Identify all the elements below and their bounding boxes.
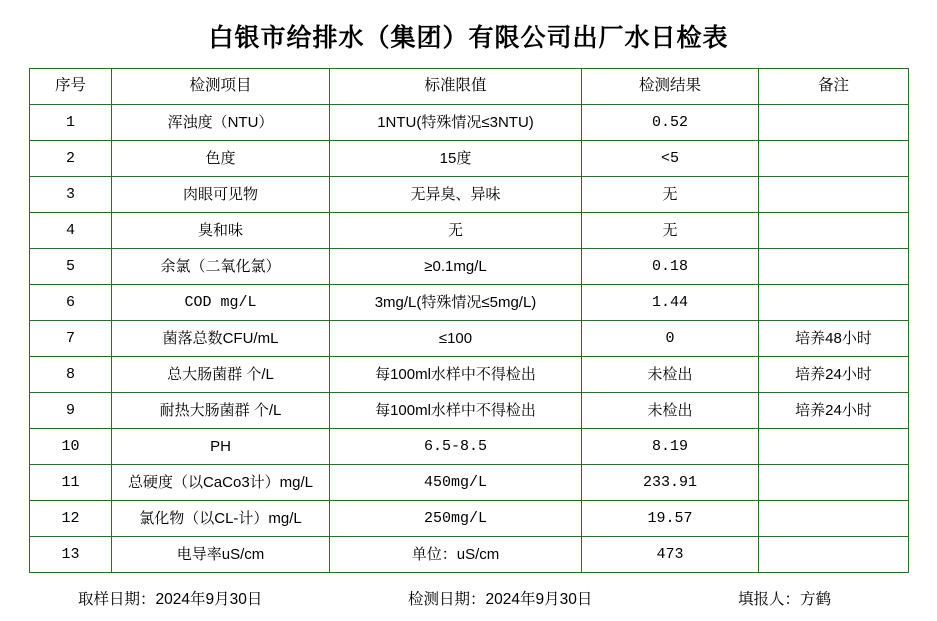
cell-no: 12 — [30, 501, 112, 537]
footer-info — [0, 587, 937, 609]
cell-remark: 培养24小时 — [759, 393, 909, 429]
cell-remark — [759, 285, 909, 321]
table-row — [30, 465, 909, 501]
cell-limit: 450mg/L — [330, 465, 582, 501]
cell-remark — [759, 141, 909, 177]
table-row — [30, 393, 909, 429]
cell-item: 耐热大肠菌群 个/L — [112, 393, 330, 429]
cell-item: 臭和味 — [112, 213, 330, 249]
cell-remark — [759, 429, 909, 465]
table-row — [30, 213, 909, 249]
cell-result: 0.52 — [582, 105, 759, 141]
cell-limit: 6.5-8.5 — [330, 429, 582, 465]
cell-limit: ≤100 — [330, 321, 582, 357]
cell-remark — [759, 249, 909, 285]
cell-limit: 无 — [330, 213, 582, 249]
cell-limit: 15度 — [330, 141, 582, 177]
cell-no: 13 — [30, 537, 112, 573]
page-title: 白银市给排水（集团）有限公司出厂水日检表 — [208, 24, 729, 52]
cell-remark — [759, 213, 909, 249]
cell-no: 3 — [30, 177, 112, 213]
cell-item: 余氯（二氧化氯） — [112, 249, 330, 285]
cell-item: 总硬度（以CaCo3计）mg/L — [112, 465, 330, 501]
cell-item: 浑浊度（NTU） — [112, 105, 330, 141]
column-header-no: 序号 — [30, 69, 112, 105]
water-quality-table — [29, 68, 909, 573]
table-row — [30, 321, 909, 357]
cell-result: 无 — [582, 213, 759, 249]
cell-remark — [759, 105, 909, 141]
cell-limit: 每100ml水样中不得检出 — [330, 357, 582, 393]
test-date: 检测日期：2024年9月30日 — [408, 591, 593, 608]
table-row — [30, 177, 909, 213]
cell-result: 8.19 — [582, 429, 759, 465]
cell-remark: 培养24小时 — [759, 357, 909, 393]
cell-no: 8 — [30, 357, 112, 393]
table-row — [30, 105, 909, 141]
cell-remark — [759, 537, 909, 573]
table-row — [30, 285, 909, 321]
cell-remark — [759, 501, 909, 537]
cell-no: 5 — [30, 249, 112, 285]
cell-result: 233.91 — [582, 465, 759, 501]
table-row — [30, 141, 909, 177]
table-row — [30, 249, 909, 285]
cell-limit: ≥0.1mg/L — [330, 249, 582, 285]
cell-result: 19.57 — [582, 501, 759, 537]
cell-item: 色度 — [112, 141, 330, 177]
cell-result: <5 — [582, 141, 759, 177]
cell-limit: 单位：uS/cm — [330, 537, 582, 573]
table-row — [30, 429, 909, 465]
cell-item: 菌落总数CFU/mL — [112, 321, 330, 357]
table-row — [30, 537, 909, 573]
cell-result: 0 — [582, 321, 759, 357]
column-header-result: 检测结果 — [582, 69, 759, 105]
filler-name: 填报人：方鹤 — [738, 591, 832, 608]
cell-item: COD mg/L — [112, 285, 330, 321]
cell-item: 电导率uS/cm — [112, 537, 330, 573]
table-row — [30, 501, 909, 537]
cell-limit: 3mg/L(特殊情况≤5mg/L) — [330, 285, 582, 321]
cell-remark — [759, 465, 909, 501]
cell-no: 2 — [30, 141, 112, 177]
cell-no: 4 — [30, 213, 112, 249]
cell-no: 11 — [30, 465, 112, 501]
table-header-row — [30, 69, 909, 105]
cell-limit: 250mg/L — [330, 501, 582, 537]
sampling-date: 取样日期：2024年9月30日 — [78, 591, 263, 608]
cell-no: 7 — [30, 321, 112, 357]
cell-remark: 培养48小时 — [759, 321, 909, 357]
cell-result: 无 — [582, 177, 759, 213]
column-header-item: 检测项目 — [112, 69, 330, 105]
cell-no: 9 — [30, 393, 112, 429]
cell-no: 1 — [30, 105, 112, 141]
cell-item: 总大肠菌群 个/L — [112, 357, 330, 393]
column-header-remark: 备注 — [759, 69, 909, 105]
cell-limit: 每100ml水样中不得检出 — [330, 393, 582, 429]
table-row — [30, 357, 909, 393]
cell-result: 未检出 — [582, 393, 759, 429]
cell-result: 0.18 — [582, 249, 759, 285]
cell-item: 肉眼可见物 — [112, 177, 330, 213]
cell-result: 473 — [582, 537, 759, 573]
cell-no: 6 — [30, 285, 112, 321]
cell-no: 10 — [30, 429, 112, 465]
cell-remark — [759, 177, 909, 213]
cell-limit: 无异臭、异味 — [330, 177, 582, 213]
cell-item: PH — [112, 429, 330, 465]
column-header-limit: 标准限值 — [330, 69, 582, 105]
report-table-wrapper — [0, 68, 937, 573]
cell-result: 未检出 — [582, 357, 759, 393]
cell-result: 1.44 — [582, 285, 759, 321]
cell-limit: 1NTU(特殊情况≤3NTU) — [330, 105, 582, 141]
cell-item: 氯化物（以CL-计）mg/L — [112, 501, 330, 537]
